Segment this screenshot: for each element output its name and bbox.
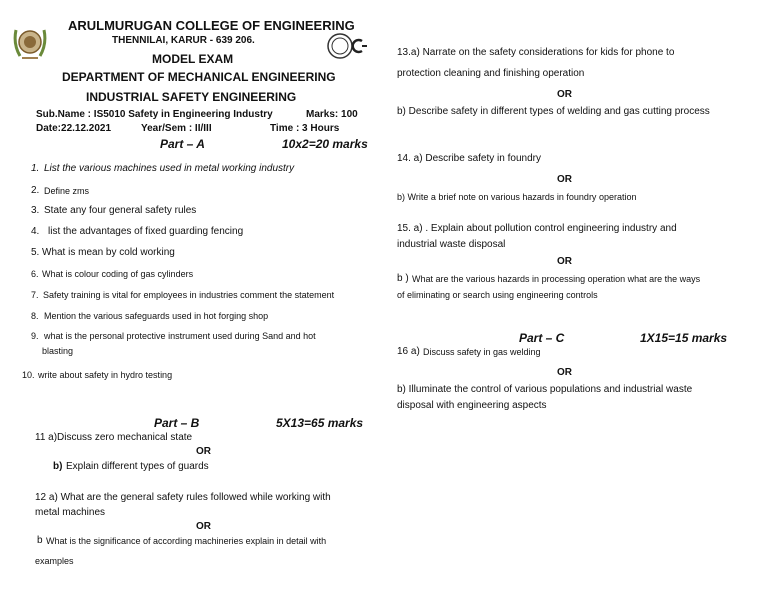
question-number: 9.: [31, 331, 39, 341]
college-address: THENNILAI, KARUR - 639 206.: [112, 35, 255, 46]
exam-date: Date:22.12.2021: [36, 123, 112, 134]
question-13b: b) Describe safety in different types of welding and gas cutting process: [397, 106, 710, 117]
year-semester: Year/Sem : II/III: [141, 123, 212, 134]
question-11b-label: b): [53, 461, 63, 472]
question-number: 7.: [31, 290, 39, 300]
subject-name: Sub.Name : IS5010 Safety in Engineering Industry: [36, 109, 273, 120]
question-13a: 13.a) Narrate on the safety considerations for kids for phone to: [397, 47, 675, 58]
question-text: Mention the various safeguards used in hot forging shop: [44, 311, 269, 321]
question-text: State any four general safety rules: [44, 205, 197, 216]
total-marks: Marks: 100: [306, 109, 358, 120]
course-title: INDUSTRIAL SAFETY ENGINEERING: [86, 90, 297, 104]
question-number: 8.: [31, 311, 39, 321]
or-separator: OR: [557, 367, 572, 378]
or-separator: OR: [196, 446, 211, 457]
question-number: 3.: [31, 205, 40, 216]
part-b-marks: 5X13=65 marks: [276, 416, 364, 430]
question-15b-label: b ): [397, 273, 409, 284]
question-16b: b) Illuminate the control of various populations and industrial waste: [397, 384, 693, 395]
college-name: ARULMURUGAN COLLEGE OF ENGINEERING: [68, 18, 355, 33]
question-number: 6.: [31, 269, 39, 279]
part-b-title: Part – B: [154, 416, 200, 430]
question-15b-continued: of eliminating or search using engineering controls: [397, 290, 598, 300]
question-14b: b) Write a brief note on various hazards in foundry operation: [397, 192, 637, 202]
question-text-continued: blasting: [42, 346, 74, 356]
question-text: What is colour coding of gas cylinders: [42, 269, 194, 279]
question-number: 4.: [31, 226, 40, 237]
iso-certification-logo: [326, 32, 374, 60]
question-number: 10.: [22, 370, 35, 380]
question-11b: Explain different types of guards: [66, 461, 209, 472]
question-text: Define zms: [44, 186, 90, 196]
question-16a-label: 16 a): [397, 346, 420, 357]
question-15a: 15. a) . Explain about pollution control engineering industry and: [397, 223, 677, 234]
question-text: list the advantages of fixed guarding fencing: [48, 226, 244, 237]
question-text: List the various machines used in metal working industry: [44, 163, 295, 174]
part-a-title: Part – A: [160, 137, 205, 151]
question-16b-continued: disposal with engineering aspects: [397, 400, 547, 411]
question-15a-continued: industrial waste disposal: [397, 239, 506, 250]
question-text: write about safety in hydro testing: [38, 370, 173, 380]
part-c-title: Part – C: [519, 331, 565, 345]
question-12a: 12 a) What are the general safety rules followed while working with: [35, 492, 331, 503]
question-number: 5.: [31, 247, 40, 258]
or-separator: OR: [557, 89, 572, 100]
exam-duration: Time : 3 Hours: [270, 123, 340, 134]
question-13a-continued: protection cleaning and finishing operation: [397, 68, 585, 79]
college-emblem-logo: [12, 24, 48, 62]
question-12a-continued: metal machines: [35, 507, 106, 518]
question-text: what is the personal protective instrument used during Sand and hot: [44, 331, 316, 341]
question-14a: 14. a) Describe safety in foundry: [397, 153, 541, 164]
question-12b: What is the significance of according machineries explain in detail with: [46, 536, 327, 546]
question-11a: 11 a)Discuss zero mechanical state: [35, 432, 193, 443]
or-separator: OR: [557, 256, 572, 267]
part-a-marks: 10x2=20 marks: [282, 137, 368, 151]
question-15b: What are the various hazards in processing operation what are the ways: [412, 274, 701, 284]
question-text: Safety training is vital for employees in industries comment the statement: [43, 290, 335, 300]
question-12b-continued: examples: [35, 556, 74, 566]
or-separator: OR: [557, 174, 572, 185]
part-c-marks: 1X15=15 marks: [640, 331, 728, 345]
or-separator: OR: [196, 521, 211, 532]
question-text: What is mean by cold working: [42, 247, 175, 258]
exam-title: MODEL EXAM: [152, 52, 234, 66]
question-16a: Discuss safety in gas welding: [423, 347, 541, 357]
question-number: 2.: [31, 185, 40, 196]
department-title: DEPARTMENT OF MECHANICAL ENGINEERING: [62, 70, 336, 84]
question-number: 1.: [31, 163, 40, 174]
question-12b-label: b: [37, 535, 43, 546]
